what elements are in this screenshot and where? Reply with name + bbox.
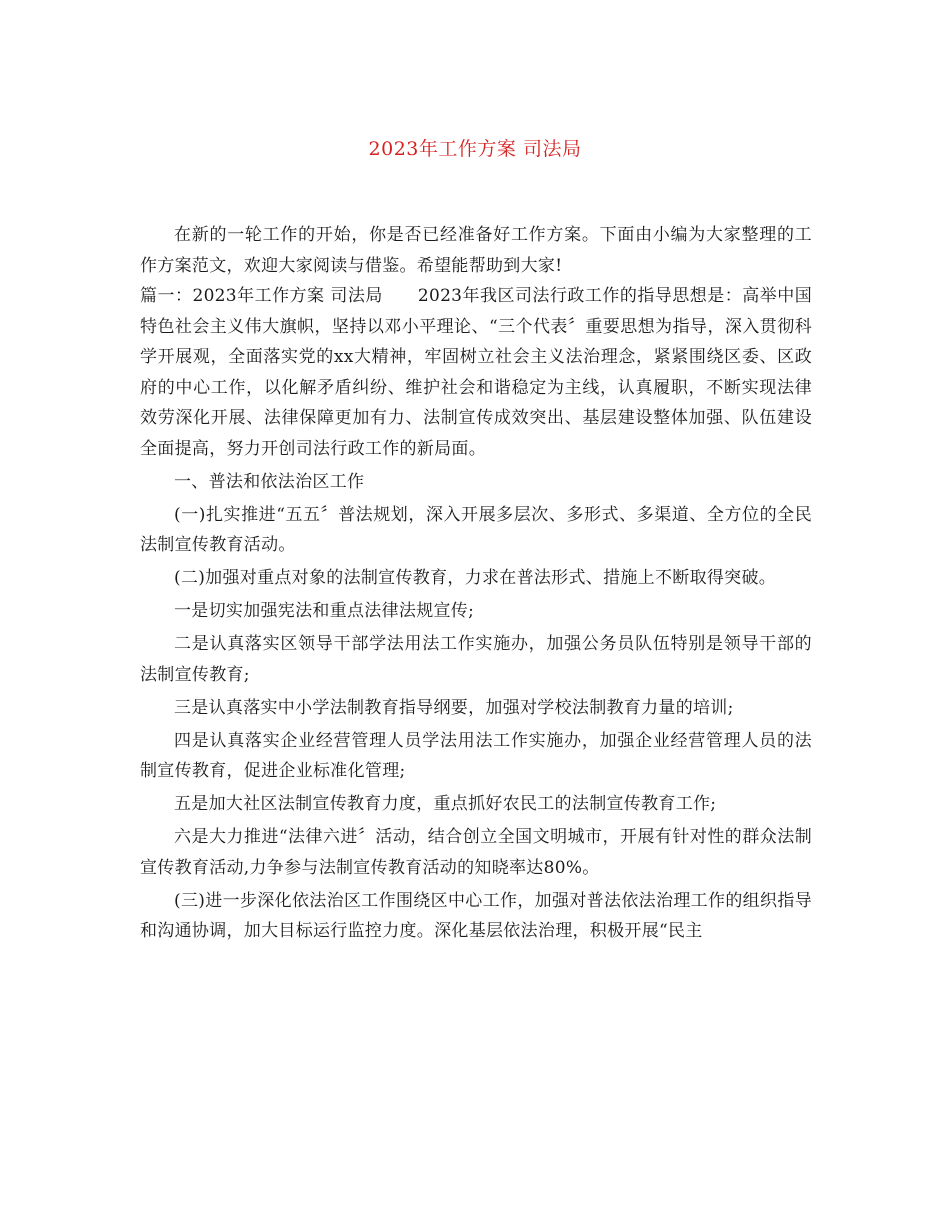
list-item: 四是认真落实企业经营管理人员学法用法工作实施办，加强企业经营管理人员的法制宣传教育，促进企业标准化管理; [140, 730, 812, 781]
paragraph-item-3: (三)进一步深化依法治区工作围绕区中心工作，加强对普法依法治理工作的组织指导和沟通协调，加大目标运行监控力度。深化基层依法治理，积极开展“民主 [140, 890, 812, 941]
list-item: 五是加大社区法制宣传教育力度，重点抓好农民工的法制宣传教育工作; [174, 794, 717, 814]
document-title: 2023年工作方案 司法局 [368, 138, 582, 160]
paragraph-item-2: (二)加强对重点对象的法制宣传教育，力求在普法形式、措施上不断取得突破。 [174, 568, 777, 588]
document-body [140, 220, 812, 947]
list-item: 二是认真落实区领导干部学法用法工作实施办，加强公务员队伍特别是领导干部的法制宣传教育; [140, 634, 812, 685]
list-item: 一是切实加强宪法和重点法律法规宣传; [174, 601, 475, 621]
list-item: 三是认真落实中小学法制教育指导纲要，加强对学校法制教育力量的培训; [174, 697, 734, 718]
paragraph-guiding-ideology: 篇一：2023年工作方案 司法局 2023年我区司法行政工作的指导思想是：高举中国特色社会主义伟大旗帜，坚持以邓小平理论、“三个代表〞重要思想为指导，深入贯彻科学开展观，全面落实党的xx大精神，牢固树立社会主义法治理念，紧紧围绕区委、区政府的中心工作，以化解矛盾纠纷、维护社会和谐稳定为主线，认真履职，不断实现法律效劳深化开展、法律保障更加有力、法制宣传成效突出、基层建设整体加强、队伍建设全面提高，努力开创司法行政工作的新局面。 [140, 286, 812, 459]
list-item: 六是大力推进“法律六进〞活动，结合创立全国文明城市，开展有针对性的群众法制宣传教育活动,力争参与法制宣传教育活动的知晓率达80%。 [140, 827, 812, 878]
paragraph-item-1: (一)扎实推进“五五〞普法规划，深入开展多层次、多形式、多渠道、全方位的全民法制宣传教育活动。 [140, 504, 812, 555]
section-heading-1: 一、普法和依法治区工作 [174, 471, 365, 492]
paragraph-intro: 在新的一轮工作的开始，你是否已经准备好工作方案。下面由小编为大家整理的工作方案范文，欢迎大家阅读与借鉴。希望能帮助到大家! [140, 225, 812, 276]
